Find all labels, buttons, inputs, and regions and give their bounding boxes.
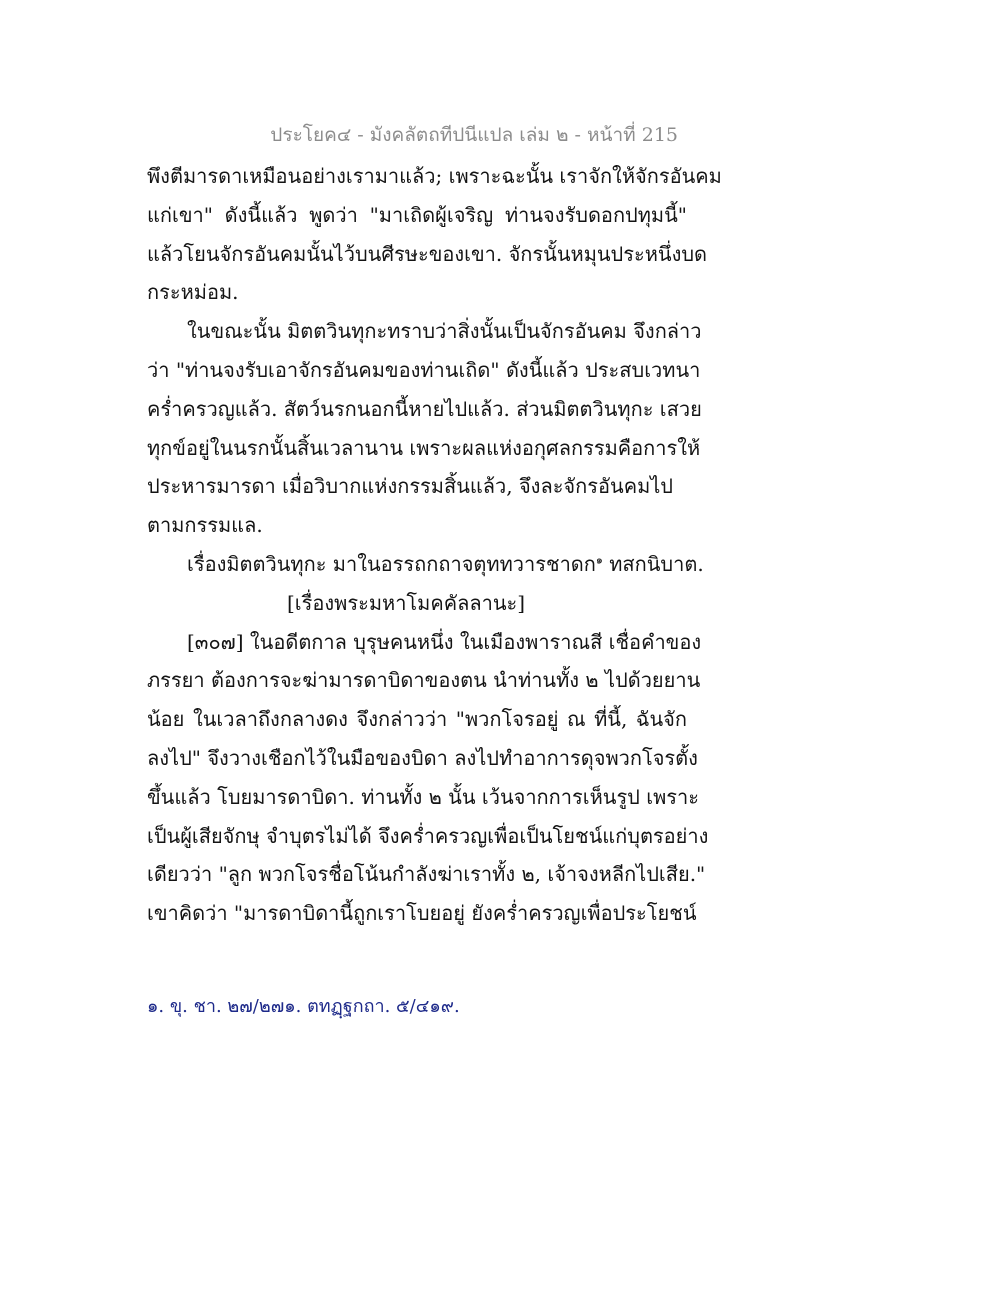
text-line: ภรรยา ต้องการจะฆ่ามารดาบิดาของตน นำท่านทั้ง ๒ ไปด้วยยาน [147, 668, 701, 693]
story-title: [เรื่องพระมหาโมคคัลลานะ] [287, 590, 526, 615]
text-line: ทุกข์อยู่ในนรกนั้นสิ้นเวลานาน เพราะผลแห่งอกุศลกรรมคือการให้ [147, 435, 701, 460]
text-line: ว่า "ท่านจงรับเอาจักรอันคมของท่านเถิด" ดังนี้แล้ว ประสบเวทนา [147, 357, 701, 382]
text-line: เป็นผู้เสียจักษุ จำบุตรไม่ได้ จึงคร่ำครวญเพื่อเป็นโยชน์แก่บุตรอย่าง [147, 823, 709, 848]
paragraph-first-line: ในขณะนั้น มิตตวินทุกะทราบว่าสิ่งนั้นเป็นจักรอันคม จึงกล่าว [187, 319, 702, 344]
text-line: แก่เขา" ดังนี้แล้ว พูดว่า "มาเถิดผู้เจริญ ท่านจงรับดอกปทุมนี้" [147, 202, 687, 227]
text-line: เดียวว่า "ลูก พวกโจรชื่อโน้นกำลังฆ่าเราทั้ง ๒, เจ้าจงหลีกไปเสีย." [147, 862, 706, 887]
text-line: ตามกรรมแล. [147, 513, 263, 538]
body-text [147, 157, 722, 933]
source-citation-line [147, 545, 704, 584]
text-line: กระหม่อม. [147, 280, 239, 305]
text-line: คร่ำครวญแล้ว. สัตว์นรกนอกนี้หายไปแล้ว. ส่วนมิตตวินทุกะ เสวย [147, 396, 702, 421]
text-line: ประหารมารดา เมื่อวิบากแห่งกรรมสิ้นแล้ว, จึงละจักรอันคมไป [147, 474, 674, 499]
footnote: ๑. ขุ. ชา. ๒๗/๒๗๑. ตทฏฺฐกถา. ๕/๔๑๙. [147, 996, 460, 1017]
paragraph-first-line: [๓๐๗] ในอดีตกาล บุรุษคนหนึ่ง ในเมืองพาราณสี เชื่อคำของ [187, 629, 702, 654]
text-line: ลงไป" จึงวางเชือกไว้ในมือของบิดา ลงไปทำอาการดุจพวกโจรตั้ง [147, 745, 698, 770]
text-line: น้อย ในเวลาถึงกลางดง จึงกล่าวว่า "พวกโจรอยู่ ณ ที่นี้, ฉันจัก [147, 707, 687, 732]
footnote-marker: ๑ [595, 553, 603, 567]
source-citation-tail: ทสกนิบาต. [609, 551, 704, 576]
source-citation-text: เรื่องมิตตวินทุกะ มาในอรรถกถาจตุททวารชาดก [187, 551, 596, 576]
text-line: แล้วโยนจักรอันคมนั้นไว้บนศีรษะของเขา. จักรนั้นหมุนประหนึ่งบด [147, 241, 708, 266]
text-line: พึงตีมารดาเหมือนอย่างเรามาแล้ว; เพราะฉะนั้น เราจักให้จักรอันคม [147, 164, 722, 188]
text-line: ขึ้นแล้ว โบยมารดาบิดา. ท่านทั้ง ๒ นั้น เว้นจากการเห็นรูป เพราะ [147, 784, 699, 809]
running-header: ประโยค๔ - มังคลัตถทีปนีแปล เล่ม ๒ - หน้าที่ 215 [270, 124, 678, 146]
text-line: เขาคิดว่า "มารดาบิดานี้ถูกเราโบยอยู่ ยังคร่ำครวญเพื่อประโยชน์ [147, 901, 697, 926]
